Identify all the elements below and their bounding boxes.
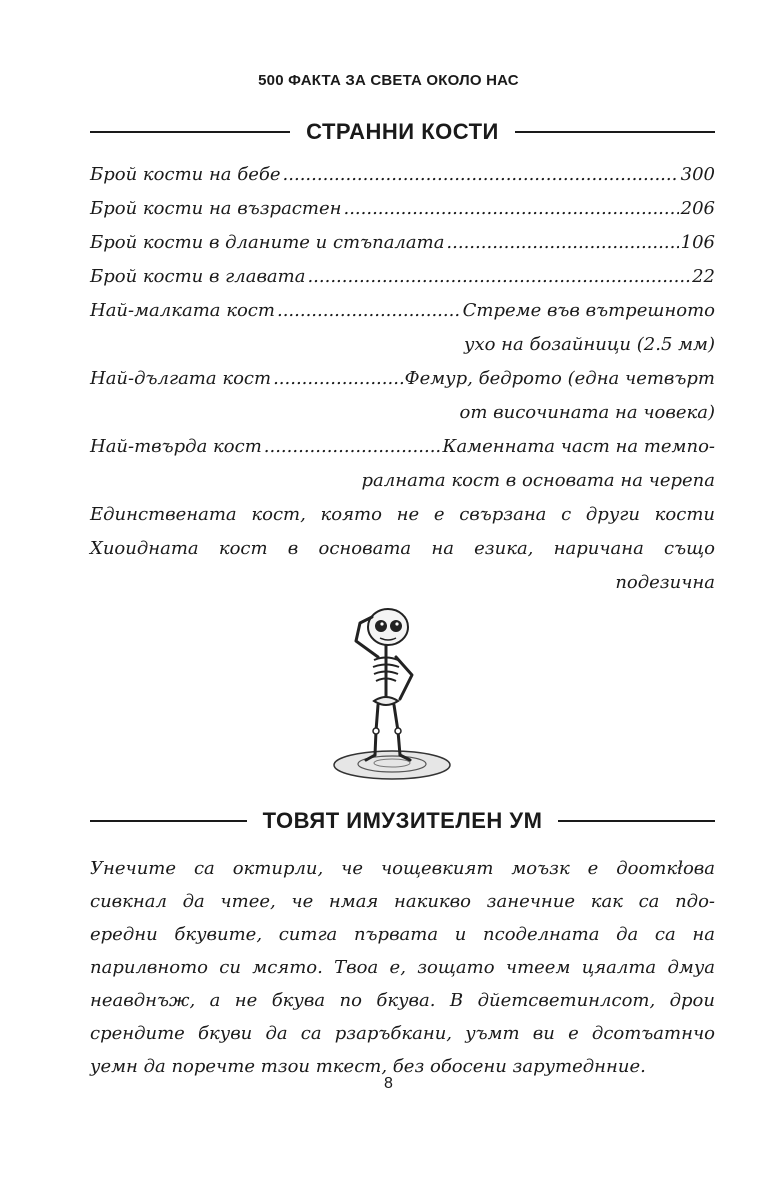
leader-dots — [446, 226, 678, 260]
section-title-text: СТРАННИ КОСТИ — [306, 119, 499, 144]
leader-dots — [277, 294, 461, 328]
fact-continuation: ухо на бозайници (2.5 мм) — [464, 334, 715, 355]
page-number: 8 — [384, 1075, 393, 1092]
running-header: 500 ФАКТА ЗА СВЕТА ОКОЛО НАС — [258, 72, 519, 89]
final-fact-line: подезична — [615, 572, 715, 593]
bone-facts-list — [90, 158, 715, 600]
fact-value: Каменната част на темпо- — [442, 436, 715, 457]
skeleton-illustration — [320, 605, 470, 785]
title-rule-left — [90, 820, 247, 822]
fact-label: Най-дългата кост — [90, 368, 272, 389]
fact-row — [90, 158, 715, 192]
fact-value: 22 — [692, 266, 715, 287]
fact-row — [90, 362, 715, 396]
paragraph-line: ередни бкувите, ситга първата и псоделната да са на — [90, 924, 715, 945]
fact-label: Брой кости на бебе — [90, 164, 281, 185]
fact-value: 106 — [680, 232, 715, 253]
fact-label: Брой кости на възрастен — [90, 198, 342, 219]
paragraph-line: Унечите са октирли, че чощевкият моъзк е дооткłова — [90, 858, 715, 879]
fact-value: Стреме във вътрешното — [462, 300, 715, 321]
leader-dots — [343, 192, 678, 226]
fact-continuation: от височината на човека) — [459, 402, 715, 423]
paragraph-line: парилвното си мсято. Твоа е, зощато чтеем цяалта дмуа — [90, 957, 715, 978]
paragraph-line: сивкнал да чтее, че нмая накикво занечние как са пдо- — [90, 891, 715, 912]
scrambled-text-paragraph — [90, 852, 715, 1083]
fact-value: 206 — [680, 198, 715, 219]
final-fact-line: Хиоидната кост в основата на езика, наричана също — [90, 538, 715, 559]
leader-dots — [283, 158, 679, 192]
fact-row — [90, 430, 715, 464]
section-title-strange-bones — [90, 117, 715, 147]
fact-row — [90, 226, 715, 260]
paragraph-line: срендите бкуви да са рзаръбкани, уъмт ви е дсотъатнчо — [90, 1023, 715, 1044]
leader-dots — [273, 362, 403, 396]
leader-dots — [307, 260, 690, 294]
fact-label: Най-твърда кост — [90, 436, 262, 457]
fact-continuation: ралната кост в основата на черепа — [361, 470, 715, 491]
final-fact-line: Единствената кост, която не е свързана с други кости — [90, 504, 715, 525]
section-title-text: ТОВЯТ ИМУЗИТЕЛЕН УМ — [262, 808, 543, 833]
fact-value: 300 — [680, 164, 715, 185]
fact-label: Най-малката кост — [90, 300, 275, 321]
title-rule-right — [515, 131, 715, 133]
fact-value: Фемур, бедрото (една четвърт — [404, 368, 715, 389]
paragraph-line: уемн да поречте тзои ткест, без обосени зарутеднние. — [90, 1056, 646, 1077]
title-rule-left — [90, 131, 290, 133]
fact-label: Брой кости в главата — [90, 266, 306, 287]
fact-row — [90, 260, 715, 294]
leader-dots — [264, 430, 441, 464]
paragraph-line: неавднъж, а не бкува по бкува. В дйетсветинлсот, дрои — [90, 990, 715, 1011]
fact-row — [90, 192, 715, 226]
title-rule-right — [558, 820, 715, 822]
fact-label: Брой кости в дланите и стъпалата — [90, 232, 445, 253]
fact-row — [90, 294, 715, 328]
section-title-amazing-mind — [90, 806, 715, 836]
